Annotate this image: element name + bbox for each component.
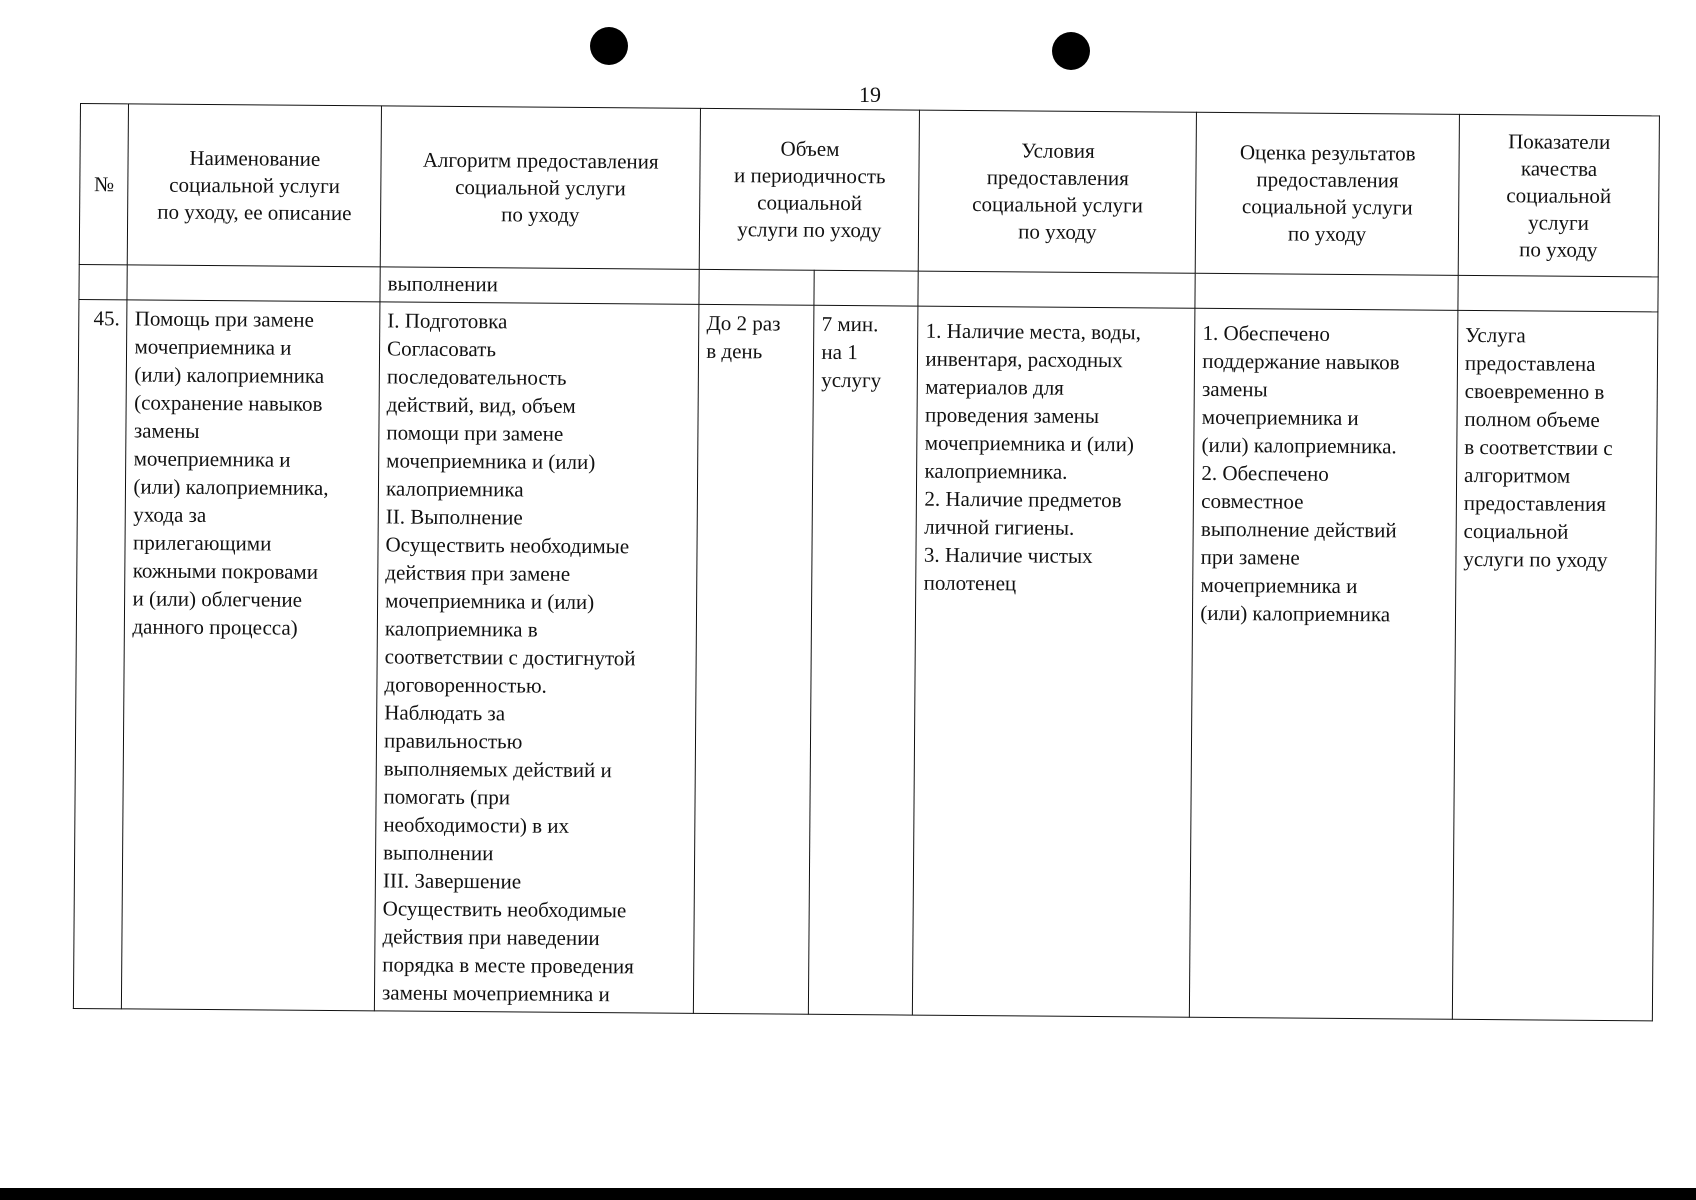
text-line: социальной [1506, 182, 1612, 208]
text-line: помощи при замене [386, 420, 564, 446]
cont-duration-cell [814, 270, 918, 306]
row-evaluation [1190, 308, 1458, 1019]
text-line: совместное [1201, 488, 1304, 514]
text-line: социальной [1463, 518, 1569, 544]
text-line: Алгоритм предоставления [422, 147, 659, 174]
cont-evaluation-cell [1195, 273, 1458, 310]
text-line: при замене [1200, 544, 1300, 570]
row-algorithm [374, 302, 699, 1013]
text-line: порядка в месте проведения [382, 952, 634, 979]
text-line: предоставления [1463, 490, 1607, 516]
text-line: кожными покровами [132, 558, 319, 584]
cont-quality-cell [1458, 275, 1658, 312]
text-line: мочеприемника и (или) [924, 430, 1134, 457]
text-line: выполнении [383, 840, 494, 866]
text-line: качества [1520, 155, 1598, 181]
text-line: в соответствии с [1464, 434, 1613, 461]
text-line: 2. Обеспечено [1201, 460, 1329, 486]
header-quality [1458, 114, 1659, 277]
text-line: мочеприемника и [133, 446, 291, 472]
row-duration [809, 305, 919, 1015]
text-line: своевременно в [1464, 378, 1605, 404]
header-volume [699, 108, 919, 271]
text-line: замены [1201, 376, 1268, 402]
text-line: услугу [821, 367, 882, 393]
text-line: III. Завершение [382, 868, 522, 894]
text-line: выполнение действий [1200, 516, 1397, 543]
header-conditions [919, 110, 1197, 273]
text-line: До 2 раз [706, 310, 781, 336]
text-line: материалов для [925, 374, 1064, 400]
text-line: услуги [1528, 209, 1589, 235]
text-line: калоприемника. [924, 458, 1068, 484]
text-line: (сохранение навыков [134, 390, 323, 416]
row-frequency [694, 304, 815, 1014]
text-line: помогать (при [383, 784, 511, 810]
row-conditions [913, 306, 1195, 1017]
text-line: замены [133, 418, 200, 443]
header-num: № [79, 104, 129, 265]
text-line: полотенец [923, 570, 1017, 596]
text-line: по уходу [501, 201, 580, 227]
text-line: услуги по уходу [1463, 546, 1608, 573]
text-line: II. Выполнение [385, 504, 523, 530]
cont-num-cell [79, 264, 128, 299]
text-line: на 1 [821, 339, 858, 365]
text-line: действия при замене [385, 560, 571, 586]
text-line: I. Подготовка [387, 308, 508, 334]
header-name [128, 104, 382, 267]
text-line: выполняемых действий и [383, 756, 612, 783]
text-line: соответствии с достигнутой [384, 644, 636, 671]
text-line: 3. Наличие чистых [923, 542, 1093, 568]
header-algorithm [380, 106, 700, 270]
text-line: услуги по уходу [737, 217, 882, 243]
text-line: инвентаря, расходных [925, 346, 1123, 373]
text-line: необходимости) в их [383, 812, 570, 838]
text-line: Объем [780, 136, 840, 161]
text-line: последовательность [386, 364, 567, 390]
row-num: 45. [73, 299, 127, 1008]
text-line: 1. Обеспечено [1202, 320, 1330, 346]
text-line: 1. Наличие места, воды, [925, 318, 1141, 345]
cont-conditions-cell [918, 271, 1195, 308]
text-line: социальной услуги [972, 192, 1144, 218]
text-line: социальной услуги [1241, 194, 1413, 220]
text-line: в день [706, 338, 763, 364]
text-line: 2. Наличие предметов [924, 486, 1122, 513]
scan-bottom-edge [0, 1188, 1696, 1200]
text-line: Согласовать [387, 336, 497, 362]
text-line: мочеприемника и [1200, 572, 1358, 599]
text-line: калоприемника [385, 476, 524, 502]
text-line: по уходу [1287, 221, 1367, 247]
text-line: Условия [1021, 138, 1095, 163]
text-line: и периодичность [733, 163, 886, 189]
row-name [122, 300, 380, 1011]
text-line: Оценка результатов [1239, 140, 1416, 166]
text-line: Показатели [1508, 128, 1611, 154]
table-header-row [79, 104, 1659, 277]
text-line: Осуществить необходимые [385, 532, 630, 559]
text-line: (или) калоприемника [134, 362, 325, 388]
text-line: мочеприемника и (или) [385, 588, 595, 615]
text-line: предоставления [1256, 167, 1399, 193]
text-line: Помощь при замене [134, 306, 314, 332]
text-line: социальной [757, 190, 863, 216]
text-line: социальной услуги [169, 172, 341, 198]
punch-hole-right [1052, 32, 1090, 70]
cont-name-cell [127, 265, 380, 302]
text-line: полном объеме [1464, 406, 1600, 432]
text-line: Наименование [189, 145, 321, 171]
cont-frequency-cell [699, 269, 814, 305]
text-line: предоставлена [1464, 350, 1596, 376]
text-line: договоренностью. [384, 672, 547, 698]
text-line: действия при наведении [382, 924, 600, 951]
text-line: замены мочеприемника и [381, 980, 610, 1007]
text-line: мочеприемника и [134, 334, 292, 360]
services-table [73, 103, 1660, 1021]
text-line: Осуществить необходимые [382, 896, 627, 923]
text-line: прилегающими [132, 530, 272, 556]
text-line: социальной услуги [455, 174, 626, 200]
text-line: Наблюдать за [384, 700, 506, 726]
cont-algorithm-cell: выполнении [380, 267, 699, 305]
text-line: ухода за [133, 502, 207, 528]
text-line: мочеприемника и [1201, 404, 1359, 431]
text-line: данного процесса) [132, 614, 298, 640]
text-line: действий, вид, объем [386, 392, 576, 418]
text-line: (или) калоприемника [1200, 600, 1391, 627]
text-line: и (или) облегчение [132, 586, 303, 612]
text-line: поддержание навыков [1202, 348, 1400, 375]
header-evaluation [1195, 112, 1459, 275]
text-line: по уходу [1519, 236, 1598, 262]
punch-hole-left [590, 27, 628, 65]
text-line: (или) калоприемника, [133, 474, 329, 500]
text-line: личной гигиены. [924, 514, 1075, 540]
text-line: правильностью [383, 728, 523, 754]
table-row [73, 299, 1658, 1020]
text-line: калоприемника в [384, 616, 538, 642]
text-line: алгоритмом [1463, 462, 1571, 488]
page-number: 19 [859, 82, 881, 107]
text-line: мочеприемника и (или) [386, 448, 596, 475]
text-line: по уходу, ее описание [157, 199, 352, 225]
text-line: (или) калоприемника. [1201, 432, 1397, 459]
row-quality [1452, 310, 1658, 1021]
text-line: по уходу [1018, 219, 1097, 244]
text-line: проведения замены [924, 402, 1100, 429]
text-line: предоставления [986, 165, 1129, 191]
text-line: Услуга [1465, 322, 1526, 348]
text-line: 7 мин. [821, 311, 879, 337]
